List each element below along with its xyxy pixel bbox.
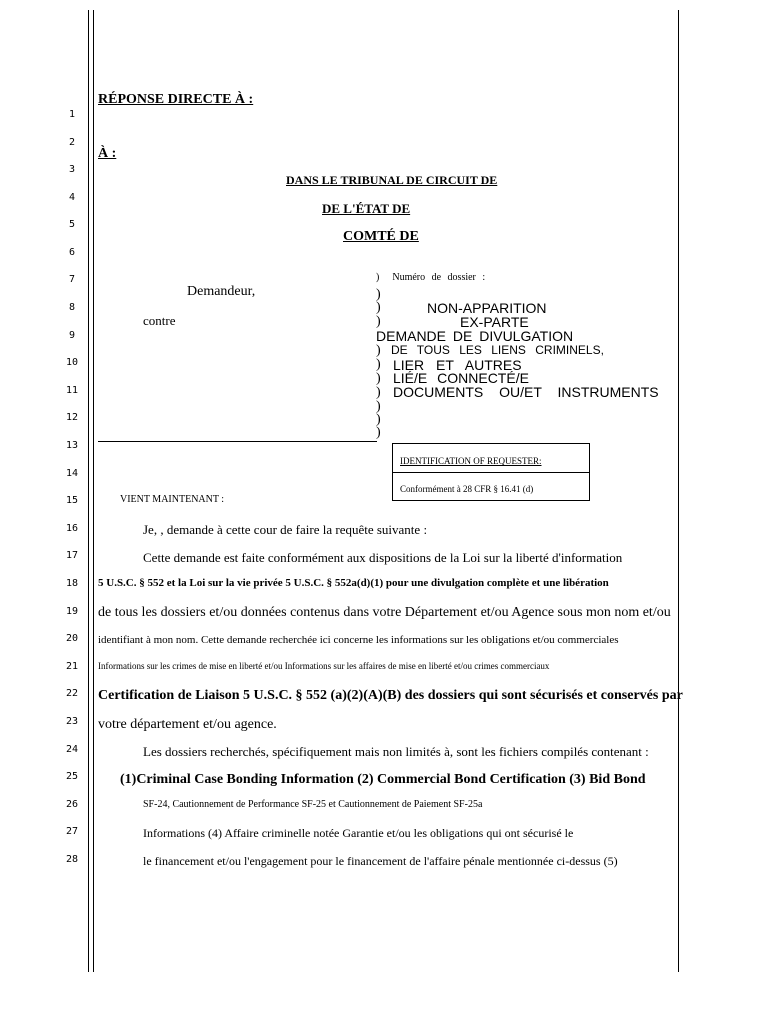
line-number: 12 [65, 412, 79, 423]
line-number: 19 [65, 606, 79, 617]
body-line-22: Certification de Liaison 5 U.S.C. § 552 (a)(2)(A)(B) des dossiers qui sont sécurisés et conservés par [98, 688, 683, 703]
body-line-20: identifiant à mon nom. Cette demande recherchée ici concerne les informations sur les obligations et/ou commerciales [98, 634, 619, 646]
docket-number-label: Numéro de dossier : [392, 272, 486, 283]
body-line-25: (1)Criminal Case Bonding Information (2) Commercial Bond Certification (3) Bid Bond [120, 772, 646, 787]
paren: ) [376, 357, 381, 372]
paren: ) [376, 425, 381, 440]
line-number: 2 [68, 137, 76, 148]
line-number: 8 [68, 302, 76, 313]
line-number: 11 [65, 385, 79, 396]
caption-title-5: LIER ET AUTRES [393, 357, 522, 373]
line-number: 25 [65, 771, 79, 782]
line-number: 26 [65, 799, 79, 810]
line-number: 18 [65, 578, 79, 589]
party-underline [98, 441, 377, 442]
body-line-16: Je, , demande à cette cour de faire la requête suivante : [143, 522, 428, 537]
caption-title-3: DEMANDE DE DIVULGATION [376, 328, 574, 344]
caption-title-4: DE TOUS LES LIENS CRIMINELS, [391, 343, 604, 357]
caption-title-2: EX-PARTE [460, 314, 529, 330]
caption-title-7: DOCUMENTS OU/ET INSTRUMENTS [393, 384, 659, 400]
body-line-18: 5 U.S.C. § 552 et la Loi sur la vie privée 5 U.S.C. § 552a(d)(1) pour une divulgation complète et une libération [98, 577, 609, 589]
court-line-1: DANS LE TRIBUNAL DE CIRCUIT DE [286, 173, 498, 187]
paren: ) [376, 343, 381, 358]
requester-cfr-reference: Conformément à 28 CFR § 16.41 (d) [400, 484, 534, 494]
line-number: 7 [68, 274, 76, 285]
line-number: 5 [68, 219, 76, 230]
left-margin-rule-outer [88, 10, 89, 972]
line-number: 24 [65, 744, 79, 755]
body-line-23: votre département et/ou agence. [98, 717, 277, 732]
body-line-26: SF-24, Cautionnement de Performance SF-25 et Cautionnement de Paiement SF-25a [143, 799, 483, 810]
paren: ) [376, 371, 381, 386]
court-line-2: DE L'ÉTAT DE [322, 201, 411, 216]
line-number: 6 [68, 247, 76, 258]
body-line-24: Les dossiers recherchés, spécifiquement mais non limités à, sont les fichiers compilés contenant : [143, 744, 649, 759]
comes-now-label: VIENT MAINTENANT : [120, 494, 225, 505]
paren: ) [376, 300, 381, 315]
caption-title-1: NON-APPARITION [427, 300, 547, 316]
paren: ) [376, 399, 381, 414]
line-number: 20 [65, 633, 79, 644]
body-line-21: Informations sur les crimes de mise en liberté et/ou Informations sur les affaires de mise en liberté et/ou crimes commerciaux [98, 661, 550, 671]
box-divider [393, 472, 589, 473]
line-number: 14 [65, 468, 79, 479]
to-heading: À : [98, 146, 117, 161]
body-line-19: de tous les dossiers et/ou données contenus dans votre Département et/ou Agence sous mon nom et/ou [98, 605, 671, 620]
body-line-17: Cette demande est faite conformément aux dispositions de la Loi sur la liberté d'information [143, 550, 623, 565]
line-number: 17 [65, 550, 79, 561]
paren: ) [376, 314, 381, 329]
line-number: 22 [65, 688, 79, 699]
paren: ) [376, 385, 381, 400]
paren: ) [376, 412, 381, 427]
caption-title-6: LIÉ/E CONNECTÉ/E [393, 370, 529, 386]
docket-label [376, 272, 485, 283]
line-number: 16 [65, 523, 79, 534]
line-number: 4 [68, 192, 76, 203]
paren: ) [376, 287, 381, 302]
line-number: 28 [65, 854, 79, 865]
left-margin-rule-inner [93, 10, 94, 972]
line-number: 9 [68, 330, 76, 341]
paren: ) [376, 272, 380, 283]
versus-label: contre [143, 313, 176, 328]
requester-heading: IDENTIFICATION OF REQUESTER: [400, 456, 542, 466]
line-number: 23 [65, 716, 79, 727]
line-number: 21 [65, 661, 79, 672]
line-number: 15 [65, 495, 79, 506]
line-number: 27 [65, 826, 79, 837]
line-number: 3 [68, 164, 76, 175]
line-number: 13 [65, 440, 79, 451]
line-number: 1 [68, 109, 76, 120]
court-line-3: COMTÉ DE [343, 229, 419, 244]
right-margin-rule [678, 10, 679, 972]
body-line-28: le financement et/ou l'engagement pour le financement de l'affaire pénale mentionnée ci-dessus (5) [143, 854, 618, 868]
reply-to-heading: RÉPONSE DIRECTE À : [98, 92, 254, 107]
line-number: 10 [65, 357, 79, 368]
requester-identification-box [392, 443, 590, 501]
body-line-27: Informations (4) Affaire criminelle notée Garantie et/ou les obligations qui ont sécurisé le [143, 826, 574, 840]
plaintiff-label: Demandeur, [187, 284, 256, 299]
